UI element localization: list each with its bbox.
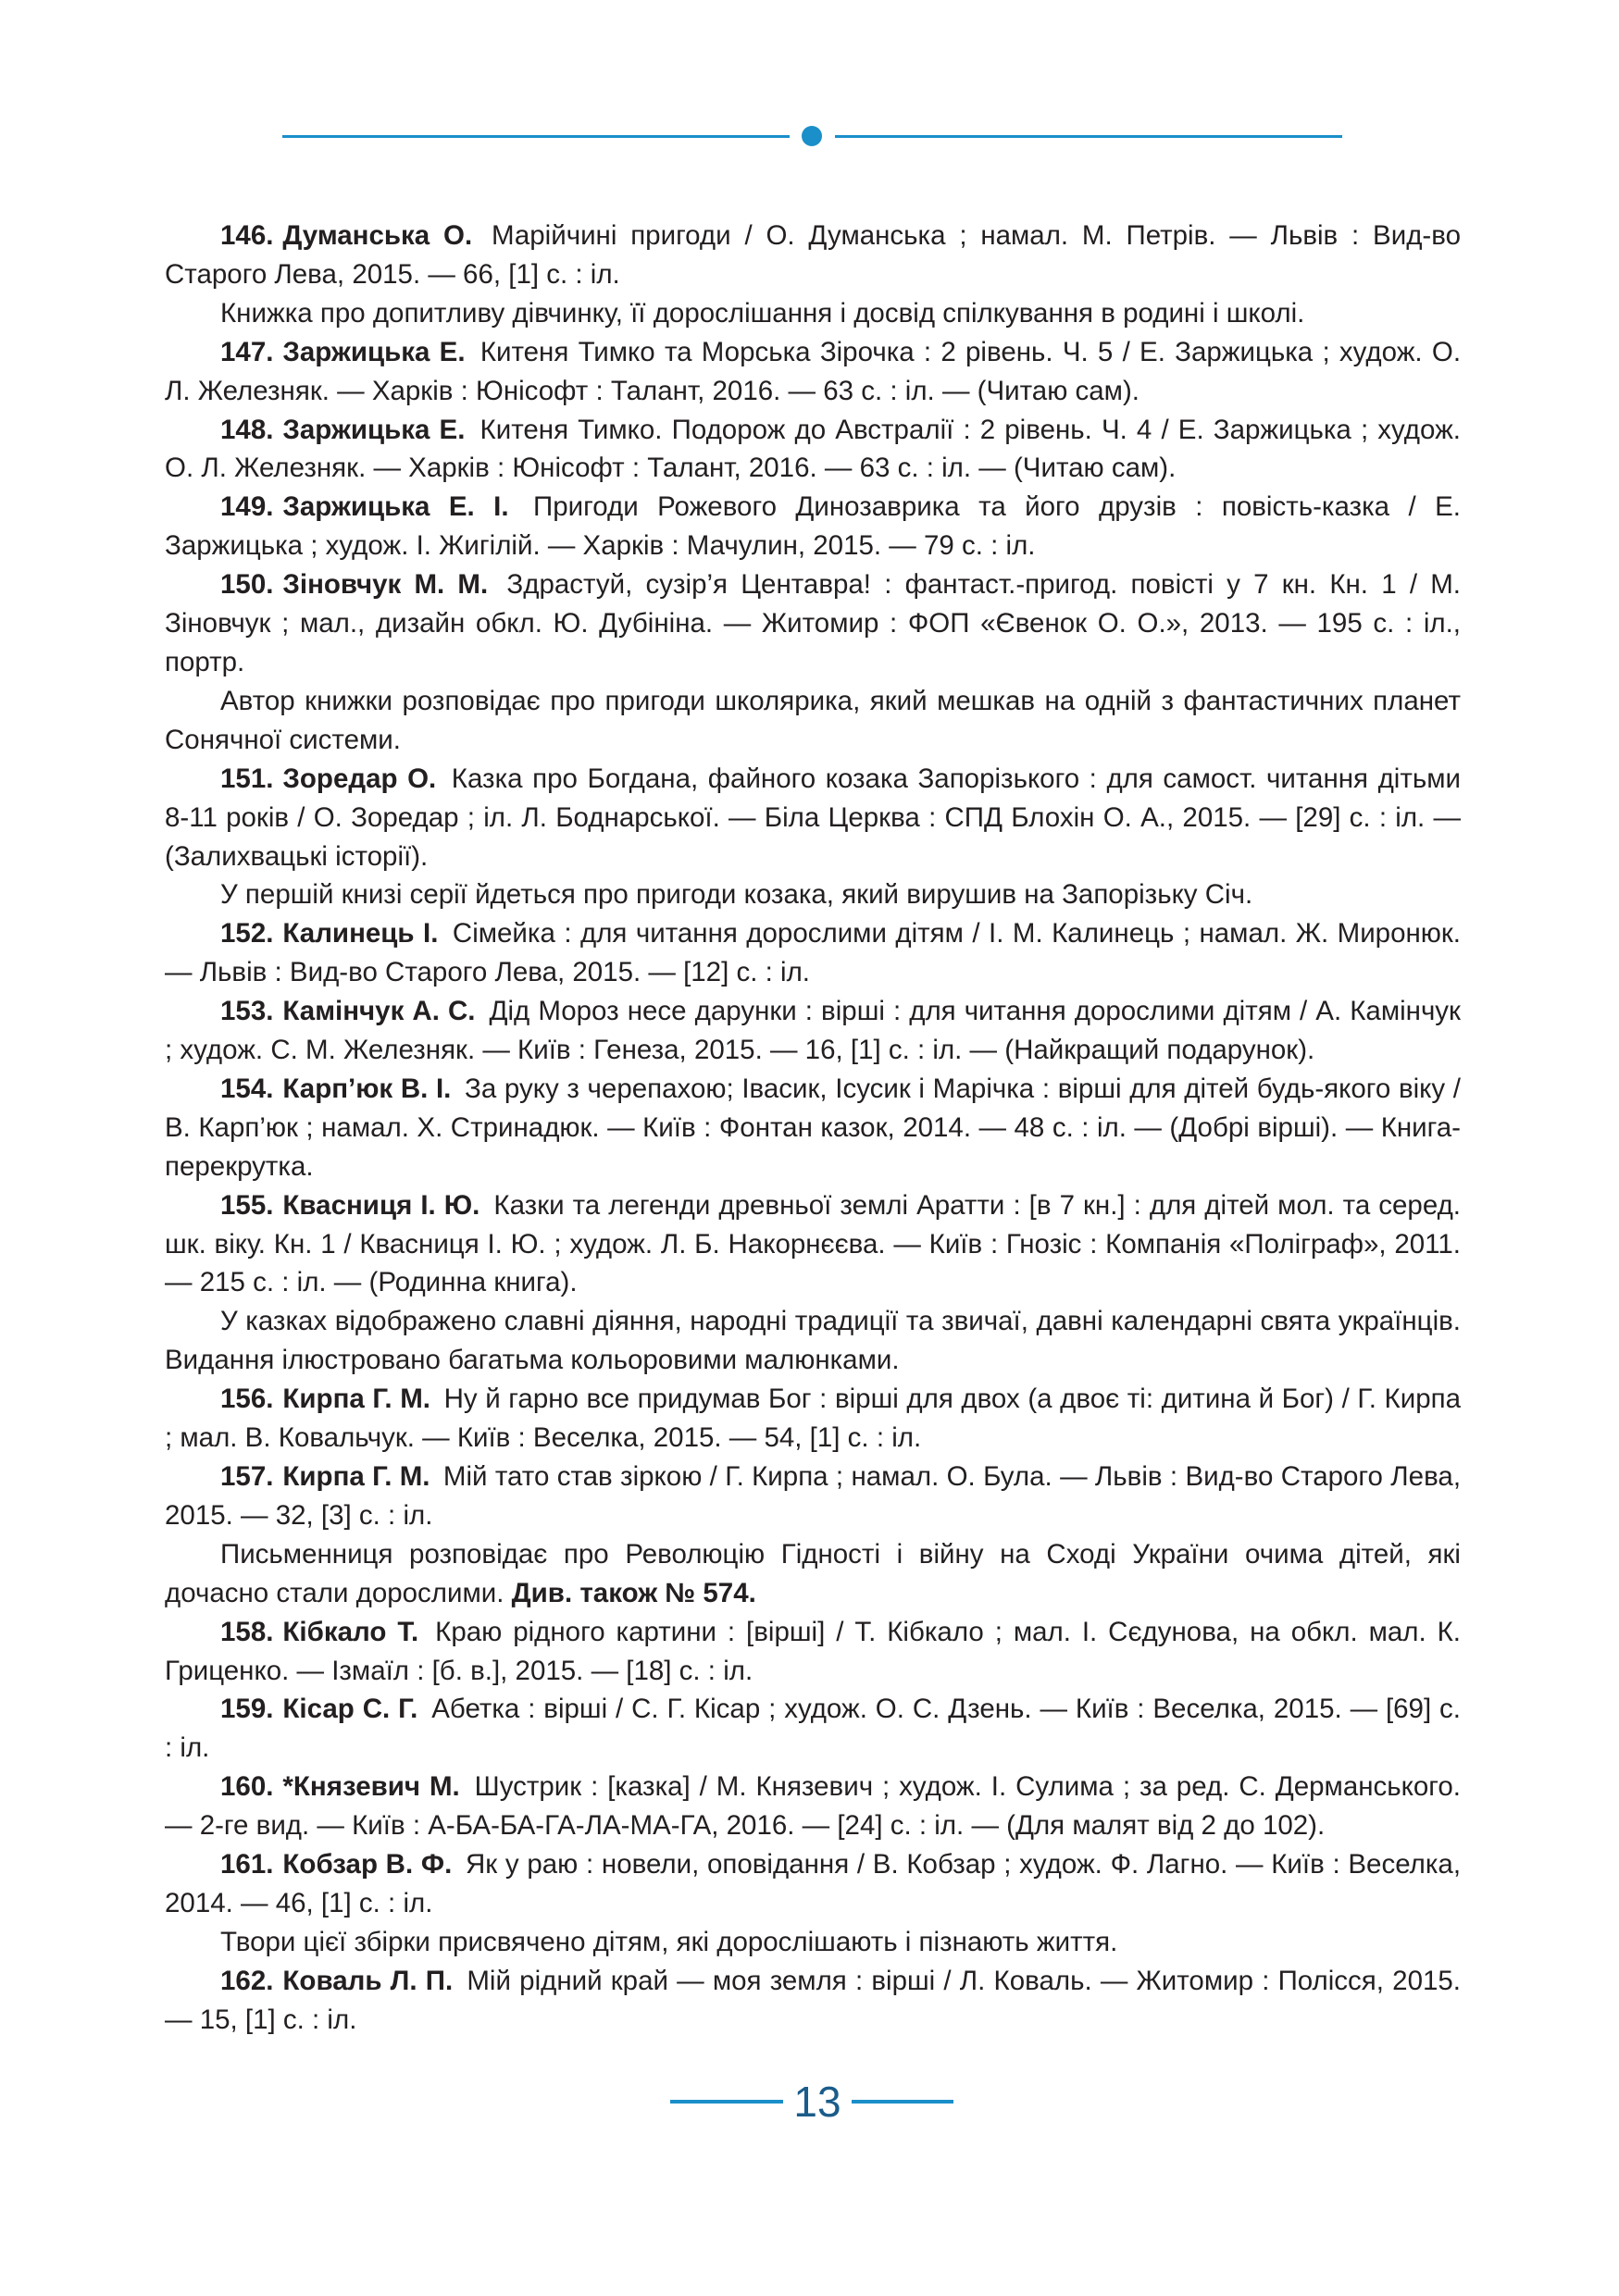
entry-text: Здрастуй, сузір’я Центавра! : фантаст.-пригод. повісті у 7 кн. Кн. 1 / М. Зіновчук ; мал., дизайн обкл. Ю. Дубініна. — Житомир : ФОП «Євенок О. О.», 2013. — 195 с. : іл., портр. <box>165 569 1461 677</box>
entry-author: Камінчук А. С. <box>282 996 476 1027</box>
entry-number: 150. <box>220 569 274 601</box>
entry-annotation <box>165 1302 1461 1380</box>
entry-number: 158. <box>220 1616 274 1647</box>
entry-text: Мій тато став зіркою / Г. Кирпа ; намал. О. Була. — Львів : Вид-во Старого Лева, 2015. — 32, [3] с. : іл. <box>165 1461 1462 1531</box>
entry-author: Калинець І. <box>282 918 439 949</box>
entry-number: 152. <box>220 918 274 949</box>
footer-left-line <box>670 2100 783 2104</box>
entry-text: Краю рідного картини : [вірші] / Т. Кібкало ; мал. І. Сєдунова, на обкл. мал. К. Гриценко. — Ізмаїл : [б. в.], 2015. — [18] с. : іл. <box>165 1616 1461 1686</box>
footer-right-line <box>852 2100 953 2104</box>
entry-author: Квасниця І. Ю. <box>282 1189 480 1221</box>
entry-text: Китеня Тимко та Морська Зірочка : 2 рівень. Ч. 5 / Е. Заржицька ; худож. О. Л. Железняк. — Харків : Юнісофт : Талант, 2016. — 63 с. : іл. — (Читаю сам). <box>165 336 1462 406</box>
entry-number: 155. <box>220 1189 274 1221</box>
top-decorative-rule <box>282 135 1342 139</box>
bibliography-entry <box>165 760 1461 876</box>
bibliography-entry <box>165 914 1461 992</box>
entry-number: 148. <box>220 414 274 445</box>
bibliography-entry <box>165 1845 1461 1923</box>
entry-author: Кирпа Г. М. <box>282 1461 430 1492</box>
entry-text: Марійчині пригоди / О. Думанська ; намал. М. Петрів. — Львів : Вид-во Старого Лева, 2015. — 66, [1] с. : іл. <box>165 220 1461 290</box>
bibliography-entry <box>165 1070 1461 1186</box>
entry-author: Заржицька Е. <box>282 336 466 367</box>
annotation-text: Твори цієї збірки присвячено дітям, які дорослішають і пізнають життя. <box>220 1926 1118 1957</box>
annotation-text: Письменниця розповідає про Революцію Гідності і війну на Сході України очима дітей, які дочасно стали дорослими. <box>165 1538 1461 1608</box>
annotation-text: У казках відображено славні діяння, народні традиції та звичаї, давні календарні свята українців. Видання ілюстровано багатьма кольоровими малюнками. <box>165 1306 1461 1376</box>
bibliography-entry <box>165 1690 1461 1768</box>
entry-number: 156. <box>220 1384 274 1415</box>
entry-text: Дід Мороз несе дарунки : вірші : для читання дорослими дітям / А. Камінчук ; худож. С. М. Железняк. — Київ : Генеза, 2015. — 16, [1] с. : іл. — (Найкращий подарунок). <box>165 996 1461 1066</box>
annotation-text: Книжка про допитливу дівчинку, її дорослішання і досвід спілкування в родині і школі. <box>220 297 1305 329</box>
entry-author: Кобзар В. Ф. <box>282 1849 453 1880</box>
bibliography-entry <box>165 217 1461 294</box>
entry-text: Ну й гарно все придумав Бог : вірші для двох (а двоє ті: дитина й Бог) / Г. Кирпа ; мал. В. Ковальчук. — Київ : Веселка, 2015. — 54, [1] с. : іл. <box>165 1384 1461 1454</box>
entry-number: 162. <box>220 1965 274 1996</box>
annotation-text: Автор книжки розповідає про пригоди школярика, який мешкав на одній з фантастичних планет Сонячної системи. <box>165 685 1461 755</box>
entry-author: Зоредар О. <box>282 763 437 794</box>
annotation-text: У першій книзі серії йдеться про пригоди козака, який вирушив на Запорізьку Січ. <box>220 879 1253 911</box>
entry-text: Мій рідний край — моя земля : вірші / Л. Коваль. — Житомир : Полісся, 2015. — 15, [1] с. : іл. <box>165 1965 1461 2035</box>
entry-number: 159. <box>220 1694 274 1725</box>
entry-number: 149. <box>220 491 274 523</box>
bibliography-entry <box>165 565 1461 682</box>
bibliography-entry <box>165 488 1461 565</box>
entry-text: Казки та легенди древньої землі Аратти : [в 7 кн.] : для дітей мол. та серед. шк. віку. Кн. 1 / Квасниця І. Ю. ; худож. Л. Б. Накорнєєва. — Київ : Гнозіс : Компанія «Поліграф», 2011. — 215 с. : іл. — (Родинна книга). <box>165 1189 1461 1298</box>
entry-text: Пригоди Рожевого Динозаврика та його друзів : повість-казка / Е. Заржицька ; худож. І. Жигілій. — Харків : Мачулин, 2015. — 79 с. : іл. <box>165 491 1461 562</box>
bibliography-list <box>165 217 1461 2040</box>
bibliography-entry <box>165 1613 1461 1691</box>
bibliography-entry <box>165 992 1461 1070</box>
entry-text: За руку з черепахою; Івасик, Ісусик і Марічка : вірші для дітей будь-якого віку / В. Карп’юк ; намал. Х. Стринадюк. — Київ : Фонтан казок, 2014. — 48 с. : іл. — (Добрі вірші). — Книга-перекрутка. <box>165 1073 1461 1182</box>
entry-annotation <box>165 1535 1461 1613</box>
entry-annotation <box>165 1923 1461 1962</box>
entry-author: Заржицька Е. <box>282 414 466 445</box>
page-number: 13 <box>793 2078 841 2126</box>
entry-number: 161. <box>220 1849 274 1880</box>
entry-number: 157. <box>220 1461 274 1492</box>
entry-author: Кирпа Г. М. <box>282 1384 430 1415</box>
entry-text: Шустрик : [казка] / М. Князевич ; худож. І. Сулима ; за ред. С. Дерманського. — 2-ге вид. — Київ : А-БА-БА-ГА-ЛА-МА-ГА, 2016. — [24] с. : іл. — (Для малят від 2 до 102). <box>165 1771 1461 1842</box>
entry-author: Карп’юк В. І. <box>282 1073 452 1104</box>
bibliography-entry <box>165 1380 1461 1458</box>
entry-annotation <box>165 682 1461 760</box>
bibliography-entry <box>165 1458 1461 1535</box>
entry-number: 151. <box>220 763 274 794</box>
bibliography-entry <box>165 411 1461 489</box>
bibliography-entry <box>165 1962 1461 2040</box>
entry-number: 160. <box>220 1771 274 1803</box>
entry-author: Думанська О. <box>282 220 473 251</box>
entry-text: Абетка : вірші / С. Г. Кісар ; худож. О. С. Дзень. — Київ : Веселка, 2015. — [69] с. : іл. <box>165 1694 1461 1764</box>
entry-number: 146. <box>220 220 274 251</box>
entry-text: Як у раю : новели, оповідання / В. Кобзар ; худож. Ф. Лагно. — Київ : Веселка, 2014. — 46, [1] с. : іл. <box>165 1849 1462 1918</box>
top-rule-left-line <box>282 135 790 138</box>
top-rule-dot <box>802 126 822 146</box>
entry-number: 154. <box>220 1073 274 1104</box>
entry-author: Зіновчук М. М. <box>282 569 489 601</box>
entry-annotation <box>165 875 1461 914</box>
entry-number: 153. <box>220 996 274 1027</box>
entry-text: Сімейка : для читання дорослими дітям / І. М. Калинець ; намал. Ж. Миронюк. — Львів : Вид-во Старого Лева, 2015. — [12] с. : іл. <box>165 918 1462 988</box>
entry-author: Кісар С. Г. <box>282 1694 418 1725</box>
entry-author: Коваль Л. П. <box>282 1965 454 1996</box>
entry-annotation <box>165 294 1461 333</box>
entry-author: Кібкало Т. <box>282 1616 419 1647</box>
entry-number: 147. <box>220 336 274 367</box>
bibliography-entry <box>165 333 1461 411</box>
cross-reference: Див. також № 574. <box>511 1577 756 1608</box>
entry-author: *Князевич М. <box>282 1771 460 1803</box>
entry-text: Казка про Богдана, файного козака Запорізького : для самост. читання дітьми 8-11 років / О. Зоредар ; іл. Л. Боднарської. — Біла Церква : СПД Блохін О. А., 2015. — [29] с. : іл. — (Залихвацькі історії). <box>165 763 1461 872</box>
bibliography-entry <box>165 1186 1461 1303</box>
entry-text: Китеня Тимко. Подорож до Австралії : 2 рівень. Ч. 4 / Е. Заржицька ; худож. О. Л. Железняк. — Харків : Юнісофт : Талант, 2016. — 63 с. : іл. — (Читаю сам). <box>165 414 1461 484</box>
top-rule-right-line <box>835 135 1342 138</box>
entry-author: Заржицька Е. І. <box>282 491 509 523</box>
page-footer <box>0 2078 1619 2133</box>
bibliography-entry <box>165 1768 1461 1845</box>
